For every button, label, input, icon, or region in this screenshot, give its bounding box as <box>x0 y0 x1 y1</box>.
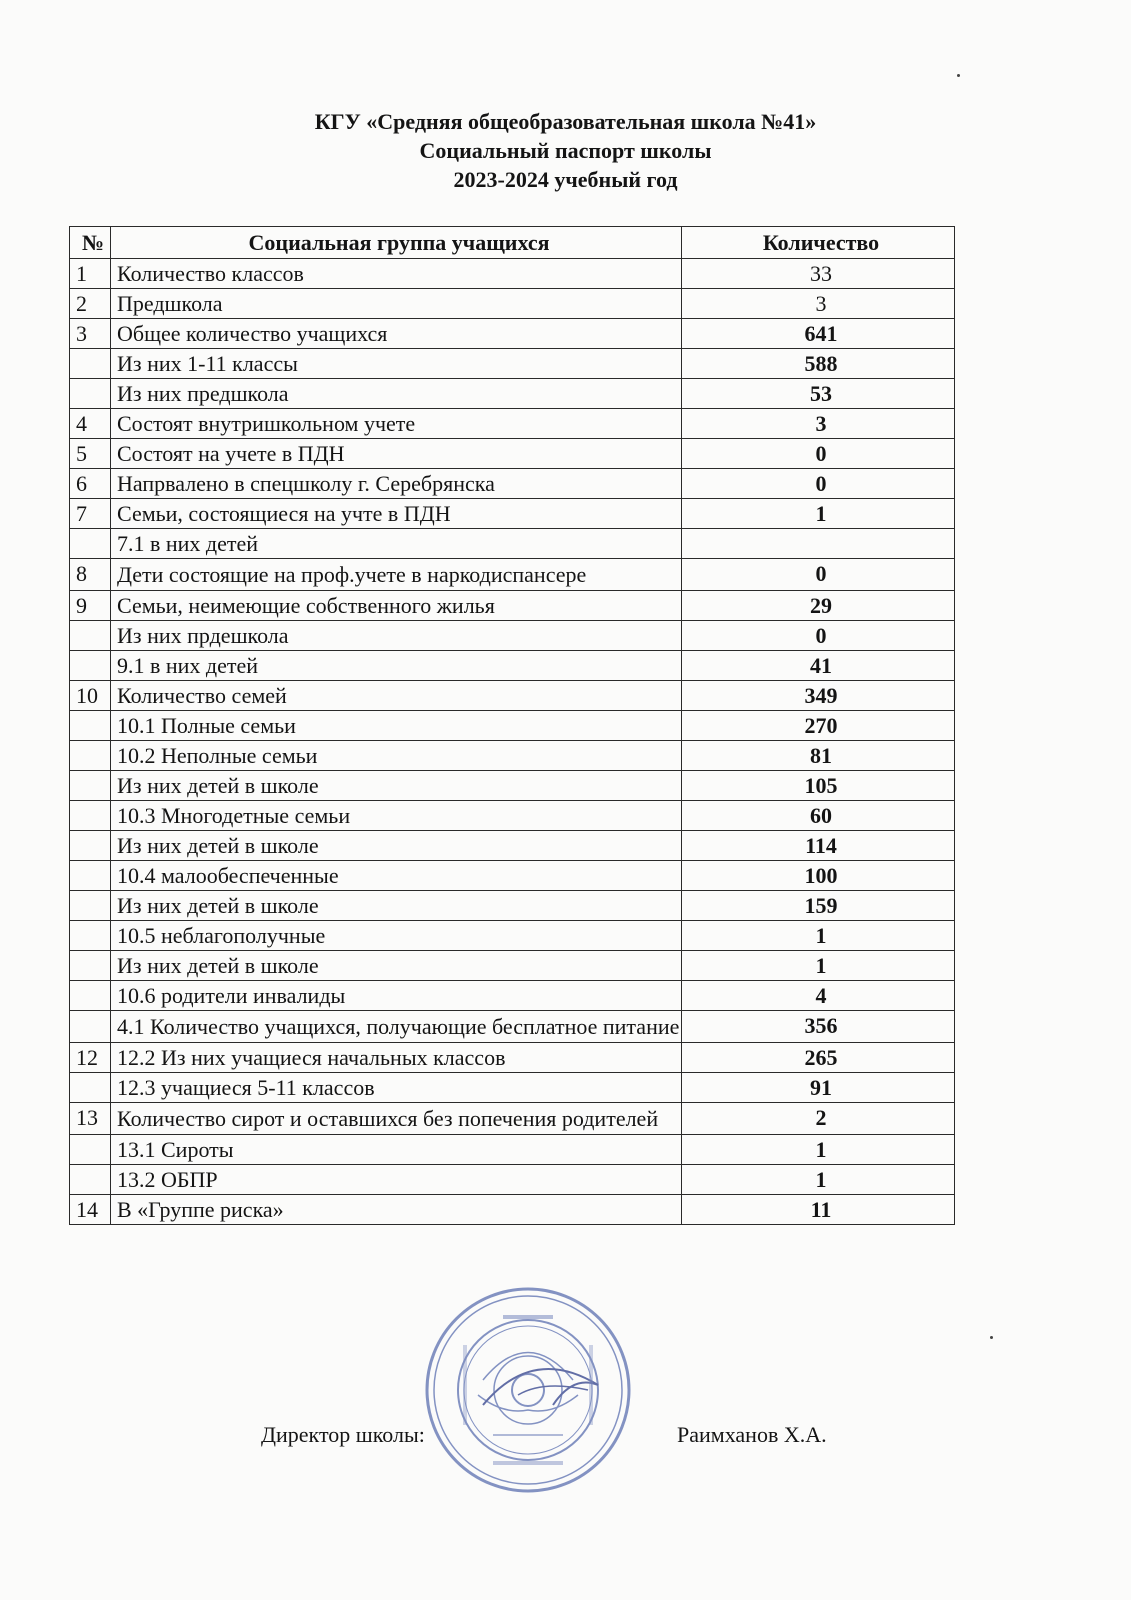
row-group-name: Количество семей <box>111 681 682 711</box>
document-title <box>0 107 1131 194</box>
scan-speck <box>957 74 960 77</box>
row-group-name: 12.3 учащиеся 5-11 классов <box>111 1073 682 1103</box>
table-row <box>70 259 955 289</box>
table-row <box>70 681 955 711</box>
row-quantity: 33 <box>682 259 955 289</box>
row-group-name: Семьи, состоящиеся на учте в ПДН <box>111 499 682 529</box>
row-quantity: 53 <box>682 379 955 409</box>
table-row <box>70 1073 955 1103</box>
row-group-name: Состоят внутришкольном учете <box>111 409 682 439</box>
table-row <box>70 1011 955 1043</box>
row-group-name: 10.3 Многодетные семьи <box>111 801 682 831</box>
row-group-name: Семьи, неимеющие собственного жилья <box>111 591 682 621</box>
table-row <box>70 1135 955 1165</box>
row-quantity: 105 <box>682 771 955 801</box>
table-row <box>70 559 955 591</box>
row-group-name: 10.6 родители инвалиды <box>111 981 682 1011</box>
table-row <box>70 1043 955 1073</box>
table-row <box>70 651 955 681</box>
row-group-name: 13.2 ОБПР <box>111 1165 682 1195</box>
row-number <box>70 831 111 861</box>
row-number <box>70 529 111 559</box>
row-group-name: Количество сирот и оставшихся без попечения родителей <box>111 1103 682 1135</box>
row-quantity: 159 <box>682 891 955 921</box>
table-row <box>70 591 955 621</box>
row-group-name: Количество классов <box>111 259 682 289</box>
table-row <box>70 831 955 861</box>
row-number <box>70 771 111 801</box>
academic-year: 2023-2024 учебный год <box>453 167 678 192</box>
row-group-name: Предшкола <box>111 289 682 319</box>
row-number <box>70 981 111 1011</box>
row-number: 5 <box>70 439 111 469</box>
row-quantity: 1 <box>682 499 955 529</box>
row-quantity: 41 <box>682 651 955 681</box>
row-number: 14 <box>70 1195 111 1225</box>
director-label: Директор школы: <box>261 1422 425 1447</box>
row-number <box>70 349 111 379</box>
row-number <box>70 621 111 651</box>
row-number <box>70 1165 111 1195</box>
row-number <box>70 921 111 951</box>
row-group-name: 10.5 неблагополучные <box>111 921 682 951</box>
table-row <box>70 529 955 559</box>
table-row <box>70 711 955 741</box>
row-number <box>70 651 111 681</box>
official-seal-icon <box>423 1285 633 1495</box>
table-row <box>70 1165 955 1195</box>
row-number: 8 <box>70 559 111 591</box>
row-group-name: Общее количество учащихся <box>111 319 682 349</box>
table-row <box>70 1103 955 1135</box>
row-number: 13 <box>70 1103 111 1135</box>
table-header-row <box>70 227 955 259</box>
row-quantity: 2 <box>682 1103 955 1135</box>
row-group-name: Из них детей в школе <box>111 951 682 981</box>
row-group-name: Из них детей в школе <box>111 891 682 921</box>
table-row <box>70 439 955 469</box>
row-number <box>70 379 111 409</box>
row-quantity <box>682 529 955 559</box>
row-quantity: 0 <box>682 559 955 591</box>
row-quantity: 3 <box>682 409 955 439</box>
table-row <box>70 379 955 409</box>
row-quantity: 114 <box>682 831 955 861</box>
row-number: 12 <box>70 1043 111 1073</box>
row-number: 3 <box>70 319 111 349</box>
row-quantity: 1 <box>682 1135 955 1165</box>
table-row <box>70 981 955 1011</box>
row-group-name: 10.2 Неполные семьи <box>111 741 682 771</box>
row-number: 6 <box>70 469 111 499</box>
row-quantity: 588 <box>682 349 955 379</box>
header-group: Социальная группа учащихся <box>111 227 682 259</box>
row-quantity: 265 <box>682 1043 955 1073</box>
school-name: КГУ «Средняя общеобразовательная школа №41» <box>314 109 817 134</box>
row-quantity: 0 <box>682 621 955 651</box>
row-number: 9 <box>70 591 111 621</box>
table-row <box>70 861 955 891</box>
table-row <box>70 409 955 439</box>
row-group-name: 13.1 Сироты <box>111 1135 682 1165</box>
row-number <box>70 861 111 891</box>
row-quantity: 349 <box>682 681 955 711</box>
row-quantity: 1 <box>682 921 955 951</box>
row-number <box>70 1073 111 1103</box>
row-quantity: 270 <box>682 711 955 741</box>
row-group-name: Из них 1-11 классы <box>111 349 682 379</box>
row-group-name: 7.1 в них детей <box>111 529 682 559</box>
row-number <box>70 1135 111 1165</box>
row-quantity: 1 <box>682 951 955 981</box>
row-quantity: 91 <box>682 1073 955 1103</box>
row-group-name: Состоят на учете в ПДН <box>111 439 682 469</box>
table-row <box>70 469 955 499</box>
table-row <box>70 921 955 951</box>
row-quantity: 4 <box>682 981 955 1011</box>
table-row <box>70 951 955 981</box>
row-group-name: Из них прдешкола <box>111 621 682 651</box>
row-group-name: 10.1 Полные семьи <box>111 711 682 741</box>
table-row <box>70 499 955 529</box>
row-group-name: 4.1 Количество учащихся, получающие бесплатное питание <box>111 1011 682 1043</box>
row-number <box>70 741 111 771</box>
row-quantity: 0 <box>682 439 955 469</box>
row-number <box>70 1011 111 1043</box>
row-number: 4 <box>70 409 111 439</box>
row-number: 1 <box>70 259 111 289</box>
row-quantity: 356 <box>682 1011 955 1043</box>
director-name: Раимханов Х.А. <box>677 1422 827 1447</box>
table-row <box>70 319 955 349</box>
row-group-name: Из них предшкола <box>111 379 682 409</box>
row-group-name: 12.2 Из них учащиеся начальных классов <box>111 1043 682 1073</box>
row-quantity: 11 <box>682 1195 955 1225</box>
table-row <box>70 891 955 921</box>
row-quantity: 1 <box>682 1165 955 1195</box>
table-row <box>70 801 955 831</box>
table-row <box>70 289 955 319</box>
row-group-name: 10.4 малообеспеченные <box>111 861 682 891</box>
row-group-name: 9.1 в них детей <box>111 651 682 681</box>
social-passport-table <box>69 226 955 1225</box>
row-number <box>70 951 111 981</box>
row-number <box>70 891 111 921</box>
row-number: 7 <box>70 499 111 529</box>
table-row <box>70 621 955 651</box>
table-row <box>70 771 955 801</box>
document-subtitle: Социальный паспорт школы <box>419 138 712 163</box>
row-group-name: Дети состоящие на проф.учете в наркодиспансере <box>111 559 682 591</box>
header-number: № <box>70 227 111 259</box>
row-quantity: 29 <box>682 591 955 621</box>
table-row <box>70 1195 955 1225</box>
table-row <box>70 741 955 771</box>
row-quantity: 0 <box>682 469 955 499</box>
row-number: 2 <box>70 289 111 319</box>
row-number <box>70 801 111 831</box>
row-group-name: В «Группе риска» <box>111 1195 682 1225</box>
header-quantity: Количество <box>682 227 955 259</box>
row-number: 10 <box>70 681 111 711</box>
table-row <box>70 349 955 379</box>
row-quantity: 100 <box>682 861 955 891</box>
row-number <box>70 711 111 741</box>
row-group-name: Из них детей в школе <box>111 771 682 801</box>
row-group-name: Из них детей в школе <box>111 831 682 861</box>
row-group-name: Напрвалено в спецшколу г. Серебрянска <box>111 469 682 499</box>
row-quantity: 641 <box>682 319 955 349</box>
row-quantity: 60 <box>682 801 955 831</box>
scan-speck <box>990 1336 993 1339</box>
row-quantity: 81 <box>682 741 955 771</box>
row-quantity: 3 <box>682 289 955 319</box>
